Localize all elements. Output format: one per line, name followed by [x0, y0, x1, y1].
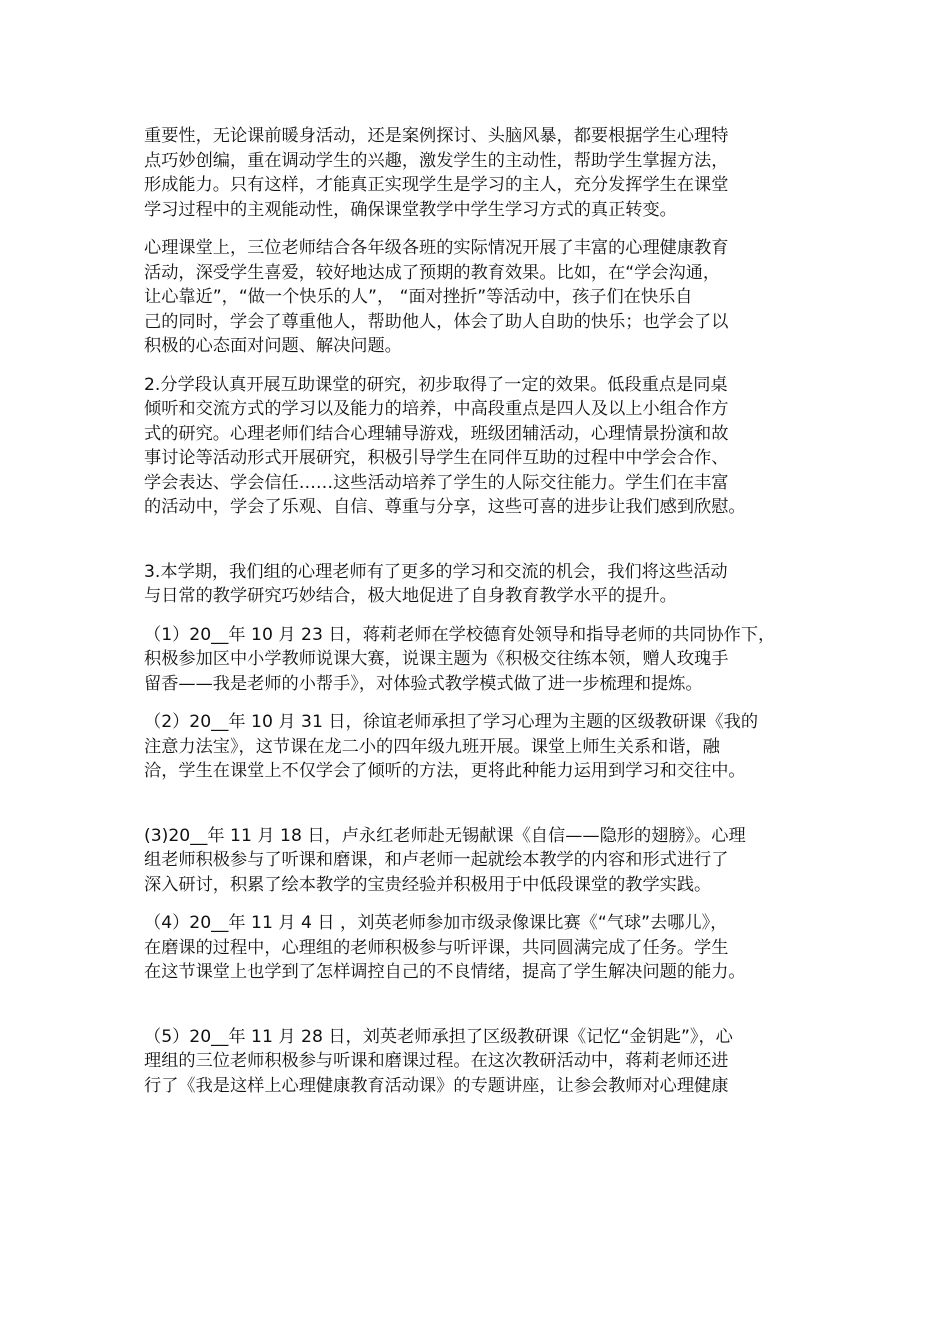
paragraph-intro: 重要性，无论课前暖身活动，还是案例探讨、头脑风暴，都要根据学生心理特 点巧妙创编，重在调动学生的兴趣，激发学生的主动性，帮助学生掌握方法， 形成能力。只有这样，才能真正实现学生是学习的主人，充分发挥学生在课堂 学习过程中的主观能动性，确保课堂教学中学生学习方式的真正转变。 [144, 126, 729, 220]
paragraph-sub-4: （4）20__年 11 月 4 日 ，刘英老师参加市级录像课比赛《“气球”去哪儿》， 在磨课的过程中，心理组的老师积极参与听评课，共同圆满完成了任务。学生 在这节课堂上也学到了怎样调控自己的不良情绪，提高了学生解决问题的能力。 [144, 913, 746, 982]
paragraph-sub-2: （2）20__年 10 月 31 日，徐谊老师承担了学习心理为主题的区级教研课《我的 注意力法宝》，这节课在龙二小的四年级九班开展。课堂上师生关系和谐，融 洽，学生在课堂上不仅学会了倾听的方法，更将此种能力运用到学习和交往中。 [144, 712, 759, 781]
paragraph-classroom: 心理课堂上，三位老师结合各年级各班的实际情况开展了丰富的心理健康教育 活动，深受学生喜爱，较好地达成了预期的教育效果。比如，在“学会沟通， 让心靠近”，“做一个快乐的人”， “面对挫折”等活动中，孩子们在快乐自 己的同时，学会了尊重他人，帮助他人，体会了助人自助的快乐；也学会了以 积极的心态面对问题、解决问题。 [144, 238, 729, 356]
paragraph-sub-1: （1）20__年 10 月 23 日，蒋莉老师在学校德育处领导和指导老师的共同协作下， 积极参加区中小学教师说课大赛，说课主题为《积极交往练本领，赠人玫瑰手 留香——我是老师的小帮手》，对体验式教学模式做了进一步梳理和提炼。 [144, 624, 776, 694]
document-body [144, 124, 824, 1112]
paragraph-item-3: 3.本学期，我们组的心理老师有了更多的学习和交流的机会，我们将这些活动 与日常的教学研究巧妙结合，极大地促进了自身教育教学水平的提升。 [144, 561, 728, 606]
paragraph-item-2: 2.分学段认真开展互助课堂的研究，初步取得了一定的效果。低段重点是同桌 倾听和交流方式的学习以及能力的培养，中高段重点是四人及以上小组合作方 式的研究。心理老师们结合心理辅导游戏，班级团辅活动，心理情景扮演和故 事讨论等活动形式开展研究，积极引导学生在同伴互助的过程中中学会合作、 学会表达、学会信任……这些活动培养了学生的人际交往能力。学生们在丰富 的活动中，学会了乐观、自信、尊重与分享，这些可喜的进步让我们感到欣慰。 [144, 374, 746, 517]
paragraph-sub-3: (3)20__年 11 月 18 日，卢永红老师赴无锡献课《自信——隐形的翅膀》。心理 组老师积极参与了听课和磨课，和卢老师一起就绘本教学的内容和形式进行了 深入研讨，积累了绘本教学的宝贵经验并积极用于中低段课堂的教学实践。 [144, 825, 746, 895]
paragraph-sub-5: （5）20__年 11 月 28 日，刘英老师承担了区级教研课《记忆“金钥匙”》，心 理组的三位老师积极参与听课和磨课过程。在这次教研活动中，蒋莉老师还进 行了《我是这样上心理健康教育活动课》的专题讲座，让参会教师对心理健康 [144, 1026, 733, 1096]
